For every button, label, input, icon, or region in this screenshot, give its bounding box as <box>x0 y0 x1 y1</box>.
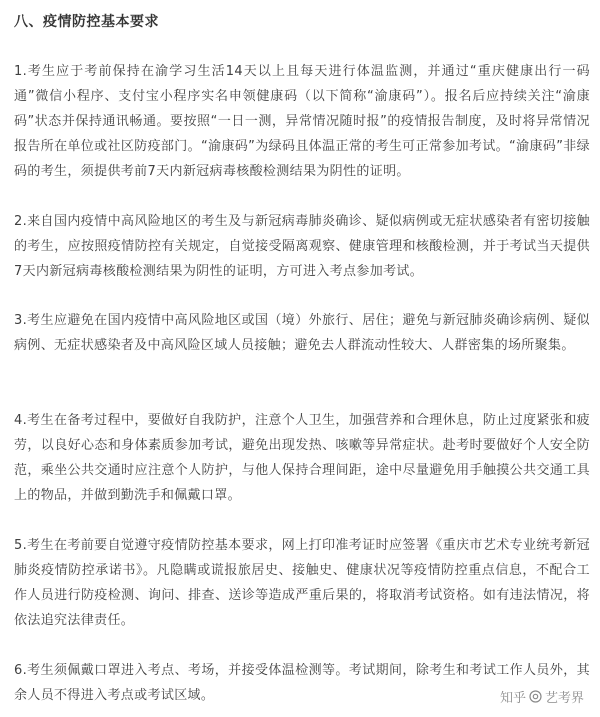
requirement-paragraph-4: 4.考生在备考过程中，要做好自我防护，注意个人卫生，加强营养和合理休息，防止过度紧张和疲劳，以良好心态和身体素质参加考试，避免出现发热、咳嗽等异常症状。赴考时要做好个人安全防范，乘坐公共交通时应注意个人防护，与他人保持合理间距，途中尽量避免用手触摸公共交通工具上的物品，并做到勤洗手和佩戴口罩。 <box>14 413 590 503</box>
requirement-paragraph-1: 1.考生应于考前保持在渝学习生活14天以上且每天进行体温监测，并通过“重庆健康出行一码通”微信小程序、支付宝小程序实名申领健康码（以下简称“渝康码”）。报名后应持续关注“渝康码”状态并保持通讯畅通。要按照“一日一测，异常情况随时报”的疫情报告制度，及时将异常情况报告所在单位或社区防疫部门。“渝康码”为绿码且体温正常的考生可正常参加考试。“渝康码”非绿码的考生，须提供考前7天内新冠病毒核酸检测结果为阴性的证明。 <box>14 64 590 179</box>
requirement-paragraph-6: 6.考生须佩戴口罩进入考点、考场，并接受体温检测等。考试期间，除考生和考试工作人员外，其余人员不得进入考点或考试区域。 <box>14 663 590 703</box>
watermark-author: 艺考界 <box>544 691 584 706</box>
zhihu-watermark <box>498 686 586 707</box>
requirement-paragraph-2: 2.来自国内疫情中高风险地区的考生及与新冠病毒肺炎确诊、疑似病例或无症状感染者有密切接触的考生，应按照疫情防控有关规定，自觉接受隔离观察、健康管理和核酸检测，并于考试当天提供7天内新冠病毒核酸检测结果为阴性的证明，方可进入考点参加考试。 <box>14 214 590 279</box>
watermark-site: 知乎 <box>499 691 526 706</box>
at-sign-icon <box>529 690 542 703</box>
section-heading: 八、疫情防控基本要求 <box>14 14 159 30</box>
requirement-paragraph-3: 3.考生应避免在国内疫情中高风险地区或国（境）外旅行、居住；避免与新冠肺炎确诊病例、疑似病例、无症状感染者及中高风险区域人员接触；避免去人群流动性较大、人群密集的场所聚集。 <box>14 313 590 353</box>
requirement-paragraph-5: 5.考生在考前要自觉遵守疫情防控基本要求，网上打印准考证时应签署《重庆市艺术专业统考新冠肺炎疫情防控承诺书》。凡隐瞒或谎报旅居史、接触史、健康状况等疫情防控重点信息，不配合工作人员进行防疫检测、询问、排查、送诊等造成严重后果的，将取消考试资格。如有违法情况，将依法追究法律责任。 <box>14 538 590 628</box>
